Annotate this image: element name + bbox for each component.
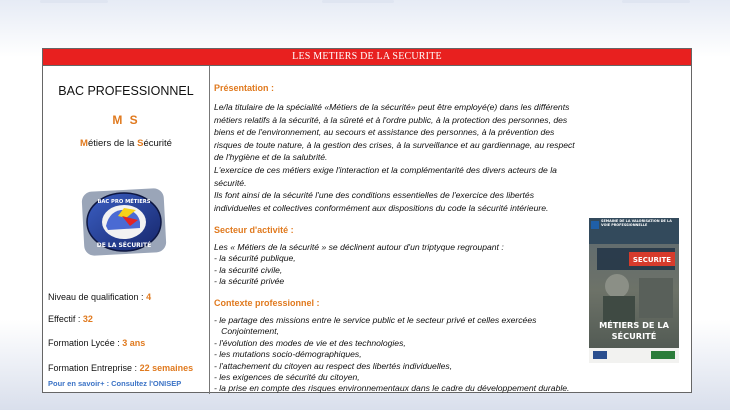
diploma-label: BAC PROFESSIONNEL xyxy=(58,84,194,98)
contexte-line: - les exigences de sécurité du citoyen, xyxy=(214,372,360,383)
info-card xyxy=(42,48,692,393)
poster-sign: SECURITE xyxy=(632,256,672,264)
presentation-line: Le/la titulaire de la spécialité «Métiers de la sécurité» peut être employé(e) dans les différents xyxy=(214,102,570,112)
poster-header: SEMAINE DE LA VALORISATION DE LA VOIE PROFESSIONNELLE xyxy=(601,219,672,227)
contexte-line: - le partage des missions entre le service public et le secteur privé et celles exercées xyxy=(214,315,537,325)
presentation-line: de l'hygiène et de la salubrité. xyxy=(214,152,328,163)
top-decoration-2 xyxy=(322,0,394,3)
stat-value: 32 xyxy=(82,314,93,324)
contexte-line: - les mutations socio-démographiques, xyxy=(214,349,362,360)
contexte-line: - l'attachement du citoyen au respect des libertés individuelles, xyxy=(214,360,453,371)
presentation-line: biens et de l'environnement, au secours et assistance des personnes, à la prévention des xyxy=(214,127,555,138)
secteur-line: - la sécurité civile, xyxy=(214,264,283,275)
presentation-line: individuelles et collectives conformément aux dispositions du code la sécurité intérieure. xyxy=(214,202,549,213)
presentation-line: métiers relatifs à la sécurité, à la sûreté et à l'ordre public, à la protection des personnes, des xyxy=(214,114,568,125)
presentation-line: risques de toute nature, à la gestion des crises, à la surveillance et au gardiennage, au respect xyxy=(214,139,575,150)
stat-label: Formation Entreprise : xyxy=(48,363,138,373)
presentation-text xyxy=(214,101,682,214)
poster-title-1: MÉTIERS DE LA xyxy=(599,320,669,330)
stat-label: Niveau de qualification : xyxy=(48,292,144,302)
stat-effectif xyxy=(48,314,93,324)
contexte-line: - l'évolution des modes de vie et des technologies, xyxy=(214,337,406,348)
initial-s: S xyxy=(137,138,144,149)
presentation-line: L'exercice de ces métiers exige l'interaction et la complémentarité des divers acteurs de la xyxy=(214,164,557,175)
diploma-abbreviation: M S xyxy=(112,113,140,127)
secteur-line: - la sécurité publique, xyxy=(214,253,296,264)
left-column xyxy=(43,66,210,394)
secteur-line: Les « Métiers de la sécurité » se déclinent autour d'un triptyque regroupant : xyxy=(214,242,504,252)
stat-formation-lycee xyxy=(48,338,145,348)
card-title: LES METIERS DE LA SECURITE xyxy=(43,49,691,66)
stat-value: 4 xyxy=(146,292,152,302)
contexte-line: Conjointement, xyxy=(214,326,279,337)
initial-m: M xyxy=(80,138,88,149)
svg-text:BAC PRO MÉTIERS: BAC PRO MÉTIERS xyxy=(97,199,151,205)
top-decoration-3 xyxy=(622,0,690,3)
svg-text:DE LA SÉCURITÉ: DE LA SÉCURITÉ xyxy=(96,242,152,249)
contexte-line: - la prise en compte des risques environnementaux dans le cadre du développement durable. xyxy=(214,383,570,394)
stat-value: 22 semaines xyxy=(139,363,194,373)
diploma-full-name xyxy=(43,138,209,149)
presentation-line: sécurité. xyxy=(214,177,247,188)
name-part-1: étiers de la xyxy=(87,138,138,149)
presentation-line: Ils font ainsi de la sécurité l'une des conditions essentielles de l'exercice des libertés xyxy=(214,190,534,201)
stat-qualification xyxy=(48,292,151,302)
name-part-2: écurité xyxy=(143,138,172,149)
poster-title-2: SÉCURITÉ xyxy=(611,331,657,341)
stat-label: Effectif : xyxy=(48,314,81,324)
top-decoration-1 xyxy=(40,0,108,3)
presentation-heading: Présentation : xyxy=(214,83,275,93)
contexte-heading: Contexte professionnel : xyxy=(214,298,320,308)
onisep-link[interactable]: Pour en savoir+ : Consultez l'ONISEP xyxy=(48,379,182,388)
secteur-text xyxy=(214,242,574,288)
secteur-line: - la sécurité privée xyxy=(214,276,285,287)
metiers-securite-poster xyxy=(589,218,679,363)
stat-value: 3 ans xyxy=(122,338,146,348)
secteur-heading: Secteur d'activité : xyxy=(214,225,294,235)
stat-label: Formation Lycée : xyxy=(48,338,120,348)
stat-formation-entreprise xyxy=(48,363,193,373)
bac-pro-badge-logo xyxy=(80,186,168,258)
contexte-text xyxy=(214,315,644,395)
